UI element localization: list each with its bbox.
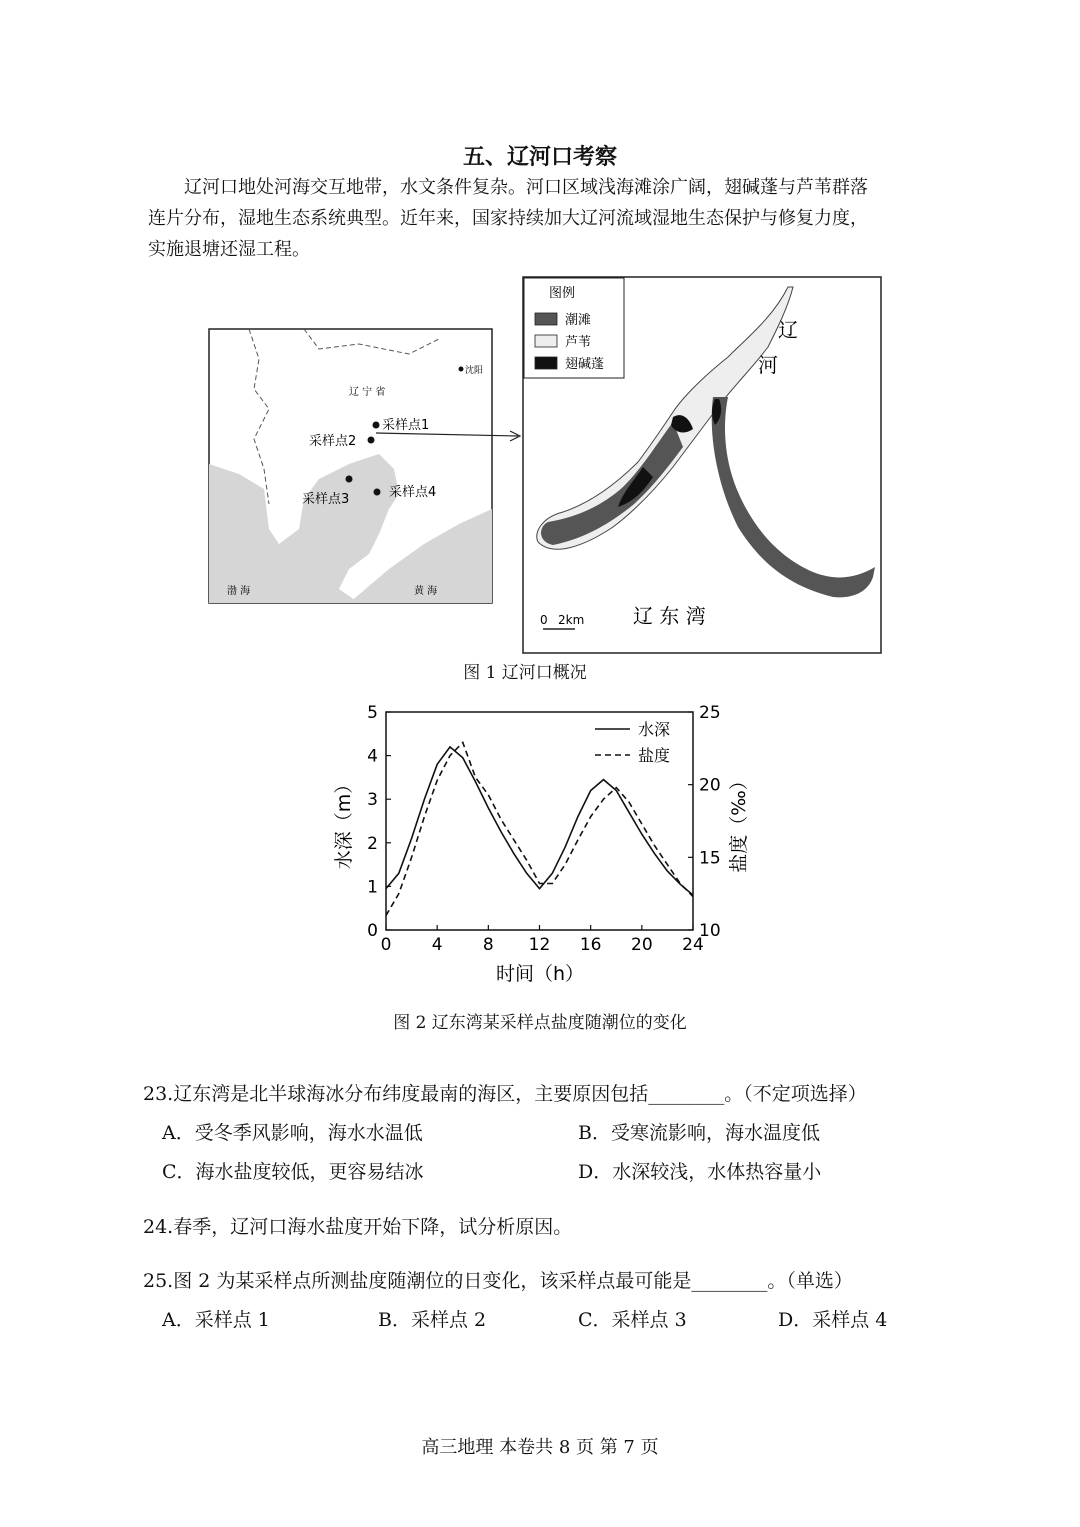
q23-option-b: B．受寒流影响，海水温度低 bbox=[578, 1122, 820, 1144]
q23-option-c: C．海水盐度较低，更容易结冰 bbox=[162, 1161, 424, 1183]
y-right-tick-label: 15 bbox=[699, 848, 721, 869]
sample-point-1-dot bbox=[373, 422, 380, 429]
legend-swatch-tidal-flat bbox=[535, 313, 557, 325]
y-right-tick-label: 10 bbox=[699, 921, 721, 941]
x-tick-label: 12 bbox=[528, 935, 551, 955]
scale-zero: 0 bbox=[540, 613, 548, 627]
x-tick-label: 24 bbox=[682, 935, 704, 955]
q25-option-b: B．采样点 2 bbox=[378, 1309, 487, 1331]
y-left-tick-label: 1 bbox=[367, 877, 378, 898]
legend-label-tidal-flat: 潮滩 bbox=[565, 313, 592, 328]
x-tick-label: 20 bbox=[631, 935, 653, 955]
section-title: 五、辽河口考察 bbox=[462, 144, 617, 170]
y-axis-left-label: 水深（m） bbox=[333, 774, 355, 870]
province-label: 辽 宁 省 bbox=[349, 387, 386, 398]
legend-title: 图例 bbox=[549, 286, 576, 301]
bohai-label: 渤 海 bbox=[227, 586, 251, 597]
sample-point-3-label: 采样点3 bbox=[302, 492, 350, 507]
y-left-tick-label: 3 bbox=[367, 790, 378, 811]
q24-stem: 24.春季，辽河口海水盐度开始下降，试分析原因。 bbox=[143, 1216, 573, 1238]
y-right-tick-label: 20 bbox=[699, 775, 721, 796]
sample-point-2-dot bbox=[368, 437, 375, 444]
x-tick-label: 0 bbox=[380, 935, 392, 955]
sample-point-4-label: 采样点4 bbox=[389, 485, 437, 500]
q23-option-d: D．水深较浅，水体热容量小 bbox=[578, 1161, 822, 1183]
scale-label: 2km bbox=[558, 613, 585, 627]
page-footer: 高三地理 本卷共 8 页 第 7 页 bbox=[421, 1437, 659, 1458]
legend-label-salinity: 盐度 bbox=[638, 746, 671, 765]
left-map bbox=[209, 329, 492, 603]
plot-frame bbox=[386, 712, 693, 930]
figure-1-caption: 图 1 辽河口概况 bbox=[463, 663, 587, 683]
sample-point-2-label: 采样点2 bbox=[309, 434, 357, 449]
city-label: 沈阳 bbox=[465, 366, 484, 376]
x-tick-label: 4 bbox=[431, 935, 443, 955]
sample-point-1-label: 采样点1 bbox=[382, 418, 430, 433]
legend-swatch-reed bbox=[535, 335, 557, 347]
sample-point-4-dot bbox=[374, 489, 381, 496]
sample-point-3-dot bbox=[346, 476, 353, 483]
bay-label: 辽 东 湾 bbox=[633, 604, 706, 628]
q25-option-c: C．采样点 3 bbox=[578, 1309, 687, 1331]
y-right-tick-label: 25 bbox=[699, 703, 721, 723]
q25-stem: 25.图 2 为某采样点所测盐度随潮位的日变化，该采样点最可能是________。（单选） bbox=[143, 1270, 853, 1292]
right-map bbox=[523, 277, 881, 653]
y-left-tick-label: 5 bbox=[367, 703, 378, 723]
intro-paragraph bbox=[148, 172, 948, 265]
x-tick-label: 16 bbox=[579, 935, 602, 955]
river-label-1: 辽 bbox=[778, 318, 798, 342]
y-left-tick-label: 0 bbox=[367, 921, 378, 941]
y-left-tick-label: 2 bbox=[367, 833, 378, 854]
y-left-tick-label: 4 bbox=[367, 746, 378, 767]
figure-2-chart bbox=[320, 692, 760, 992]
series-line-depth bbox=[386, 747, 693, 895]
intro-line-1: 辽河口地处河海交互地带，水文条件复杂。河口区域浅海滩涂广阔，翅碱蓬与芦苇群落 bbox=[184, 177, 868, 198]
city-dot bbox=[459, 367, 464, 372]
yellow-sea-label: 黄 海 bbox=[414, 586, 438, 597]
q23-option-a: A．受冬季风影响，海水水温低 bbox=[162, 1122, 423, 1144]
y-axis-right-label: 盐度（‰） bbox=[728, 771, 750, 873]
q25-option-d: D．采样点 4 bbox=[778, 1309, 888, 1331]
x-tick-label: 8 bbox=[482, 935, 494, 955]
q25-option-a: A．采样点 1 bbox=[162, 1309, 270, 1331]
legend-label-suaeda: 翅碱蓬 bbox=[565, 357, 605, 372]
figure-2-caption: 图 2 辽东湾某采样点盐度随潮位的变化 bbox=[393, 1013, 687, 1033]
figure-1-maps bbox=[200, 270, 890, 660]
legend-swatch-suaeda bbox=[535, 357, 557, 369]
legend-label-depth: 水深 bbox=[638, 720, 671, 739]
intro-line-2: 连片分布，湿地生态系统典型。近年来，国家持续加大辽河流域湿地生态保护与修复力度， bbox=[148, 208, 868, 229]
river-label-2: 河 bbox=[758, 353, 778, 377]
q23-stem: 23.辽东湾是北半球海冰分布纬度最南的海区，主要原因包括________。（不定项选择） bbox=[143, 1083, 867, 1105]
intro-line-3: 实施退塘还湿工程。 bbox=[148, 239, 310, 260]
legend-label-reed: 芦苇 bbox=[565, 335, 592, 350]
x-axis-label: 时间（h） bbox=[495, 963, 585, 985]
